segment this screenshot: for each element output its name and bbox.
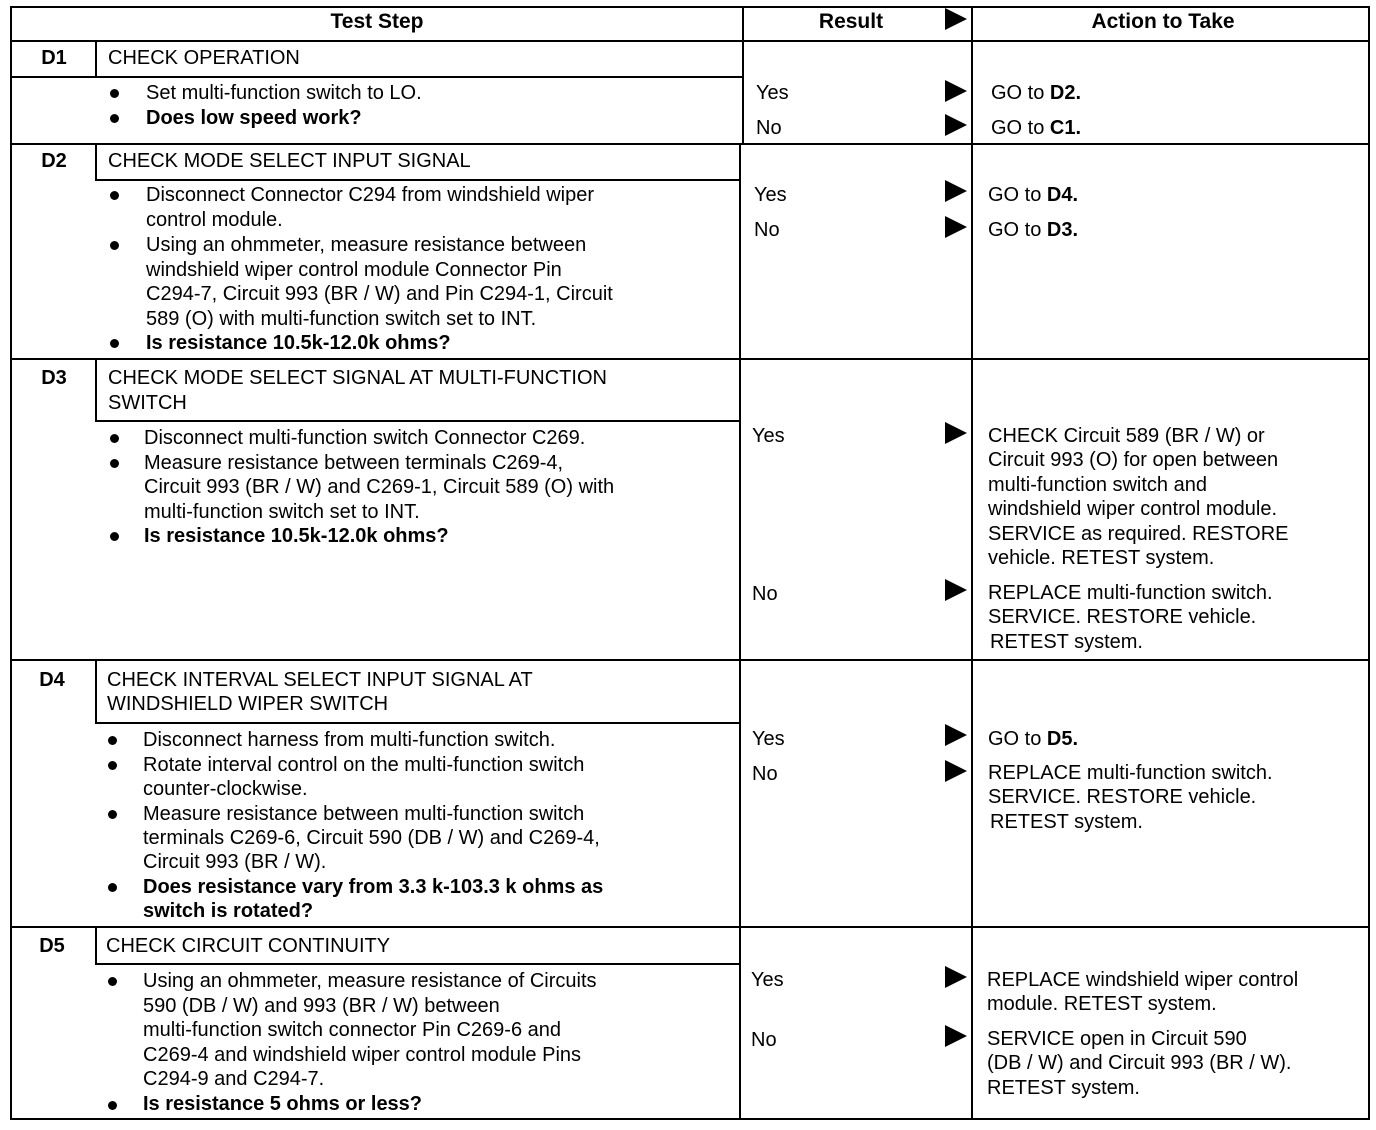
bullet-icon [108,761,117,770]
step-instruction: multi-function switch connector Pin C269-6 and [143,1019,561,1041]
bullet-icon [110,191,119,200]
step-title: CHECK OPERATION [108,47,300,69]
action-yes: multi-function switch and [988,474,1207,496]
step-instruction: Circuit 993 (BR / W). [143,851,327,873]
arrow-icon [945,8,967,30]
step-instruction: counter-clockwise. [143,778,308,800]
step-instruction: terminals C269-6, Circuit 590 (DB / W) and C269-4, [143,827,600,849]
step-instruction: Using an ohmmeter, measure resistance between [146,234,587,256]
step-id: D2 [41,150,67,172]
bullet-icon [108,736,117,745]
table-border [10,1118,1370,1120]
action-no: RETEST system. [990,811,1143,833]
action-no: GO to D3. [988,219,1079,241]
title-box-divider [95,659,97,723]
action-no: SERVICE open in Circuit 590 [987,1028,1247,1050]
arrow-icon [945,579,967,601]
action-no: (DB / W) and Circuit 993 (BR / W). [987,1052,1292,1074]
row-divider [10,926,1370,928]
bullet-icon [108,977,117,986]
step-title: CHECK MODE SELECT INPUT SIGNAL [108,150,471,172]
row-divider [10,659,1370,661]
result-yes: Yes [754,184,787,206]
action-yes: SERVICE as required. RESTORE [988,523,1289,545]
bullet-icon [110,434,119,443]
action-no: SERVICE. RESTORE vehicle. [988,786,1257,808]
title-box-bottom [95,420,740,422]
action-no: RETEST system. [987,1077,1140,1099]
step-instruction: 590 (DB / W) and 993 (BR / W) between [143,995,500,1017]
title-box-bottom [95,963,740,965]
table-border [10,6,1370,8]
header-divider [10,40,1370,42]
action-no: REPLACE multi-function switch. [988,582,1273,604]
result-yes: Yes [751,969,784,991]
bullet-icon [108,883,117,892]
bullet-icon [110,114,119,123]
result-no: No [752,583,778,605]
step-title: CHECK MODE SELECT SIGNAL AT MULTI-FUNCTION [108,367,607,389]
step-question: Is resistance 10.5k-12.0k ohms? [144,525,449,547]
step-instruction: Disconnect harness from multi-function switch. [143,729,556,751]
arrow-icon [945,760,967,782]
action-yes: CHECK Circuit 589 (BR / W) or [988,425,1265,447]
step-instruction: Measure resistance between terminals C269-4, [144,452,564,474]
result-no: No [754,219,780,241]
step-question: Does resistance vary from 3.3 k-103.3 k ohms as [143,876,604,898]
action-yes: GO to D4. [988,184,1079,206]
step-instruction: C269-4 and windshield wiper control module Pins [143,1044,582,1066]
bullet-icon [110,89,119,98]
result-yes: Yes [752,728,785,750]
arrow-icon [945,114,967,136]
step-id: D4 [39,669,65,691]
step-instruction: Measure resistance between multi-function switch [143,803,585,825]
row-divider [10,358,1370,360]
action-yes: Circuit 993 (O) for open between [988,449,1279,471]
result-no: No [751,1029,777,1051]
step-title: SWITCH [108,392,187,414]
action-no: RETEST system. [990,631,1143,653]
step-title: CHECK INTERVAL SELECT INPUT SIGNAL AT [107,669,533,691]
header-action: Action to Take [1091,10,1235,33]
header-result: Result [818,10,884,33]
arrow-icon [945,422,967,444]
step-instruction: control module. [146,209,283,231]
step-instruction: Set multi-function switch to LO. [146,82,422,104]
step-title: WINDSHIELD WIPER SWITCH [107,693,389,715]
title-box-bottom [95,179,740,181]
row-divider [10,143,1370,145]
title-box-bottom [95,722,740,724]
action-yes: module. RETEST system. [987,993,1217,1015]
step-id: D5 [39,935,65,957]
step-question: Is resistance 10.5k-12.0k ohms? [146,332,451,354]
step-title: CHECK CIRCUIT CONTINUITY [106,935,391,957]
title-box-bottom [10,76,743,78]
step-instruction: Using an ohmmeter, measure resistance of Circuits [143,970,597,992]
bullet-icon [108,1101,117,1110]
arrow-icon [945,180,967,202]
arrow-icon [945,724,967,746]
arrow-icon [945,1025,967,1047]
action-yes: vehicle. RETEST system. [988,547,1215,569]
bullet-icon [108,810,117,819]
action-yes: windshield wiper control module. [988,498,1278,520]
step-id: D3 [41,367,67,389]
step-instruction: Circuit 993 (BR / W) and C269-1, Circuit 589 (O) with [144,476,615,498]
action-no: GO to C1. [991,117,1082,139]
action-no: REPLACE multi-function switch. [988,762,1273,784]
step-question: Is resistance 5 ohms or less? [143,1093,423,1115]
arrow-icon [945,80,967,102]
result-yes: Yes [752,425,785,447]
step-instruction: 589 (O) with multi-function switch set to INT. [146,308,537,330]
column-divider [971,6,973,1120]
step-id: D1 [41,47,67,69]
step-instruction: Disconnect Connector C294 from windshield wiper [146,184,594,206]
result-yes: Yes [756,82,789,104]
arrow-icon [945,216,967,238]
action-no: SERVICE. RESTORE vehicle. [988,606,1257,628]
step-instruction: C294-7, Circuit 993 (BR / W) and Pin C294-1, Circuit [146,283,613,305]
step-instruction: windshield wiper control module Connector Pin [146,259,562,281]
action-yes: REPLACE windshield wiper control [987,969,1299,991]
bullet-icon [110,532,119,541]
step-question: switch is rotated? [143,900,314,922]
step-question: Does low speed work? [146,107,362,129]
action-yes: GO to D5. [988,728,1079,750]
step-instruction: C294-9 and C294-7. [143,1068,325,1090]
bullet-icon [110,459,119,468]
bullet-icon [110,339,119,348]
arrow-icon [945,966,967,988]
table-border [1368,6,1370,1120]
header-test-step: Test Step [330,10,424,33]
column-divider [739,144,741,1120]
bullet-icon [110,241,119,250]
result-no: No [756,117,782,139]
step-instruction: Rotate interval control on the multi-function switch [143,754,585,776]
title-box-divider [95,926,97,964]
step-instruction: Disconnect multi-function switch Connector C269. [144,427,586,449]
step-instruction: multi-function switch set to INT. [144,501,420,523]
result-no: No [752,763,778,785]
action-yes: GO to D2. [991,82,1082,104]
